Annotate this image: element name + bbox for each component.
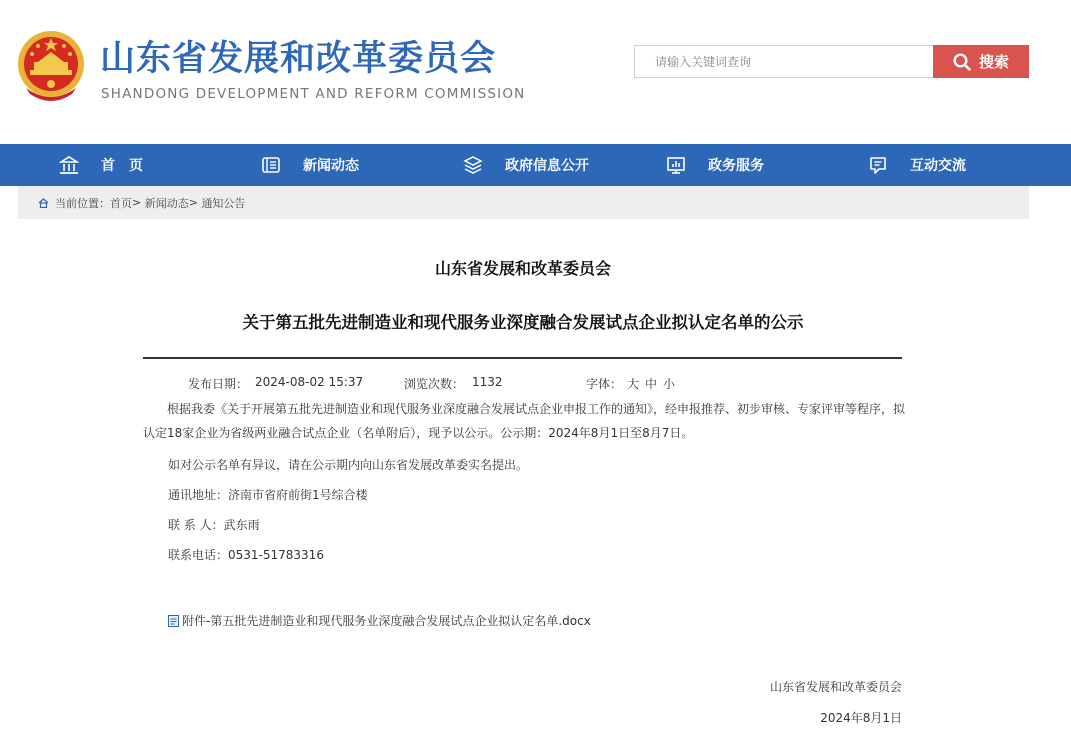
breadcrumb-separator: >: [132, 196, 142, 209]
breadcrumb: [18, 186, 1029, 219]
home-icon: [59, 155, 79, 175]
breadcrumb-notice[interactable]: 通知公告: [201, 196, 246, 210]
search-button[interactable]: [933, 45, 1029, 78]
search-icon: [953, 53, 971, 71]
nav-item-interaction[interactable]: [868, 144, 966, 186]
font-size-label: 字体：: [586, 377, 623, 391]
contact-phone: 联系电话：0531-51783316: [168, 548, 324, 562]
signature-date: 2024年8月1日: [820, 711, 902, 725]
font-size-medium[interactable]: 中: [645, 377, 658, 391]
chat-icon: [868, 155, 888, 175]
article-org-title: 山东省发展和改革委员会: [434, 259, 611, 278]
font-size-small[interactable]: 小: [663, 377, 676, 391]
nav-label-news: 新闻动态: [303, 158, 359, 174]
breadcrumb-separator: >: [188, 196, 198, 209]
site-header: [0, 0, 1071, 144]
attachment-link[interactable]: [168, 612, 591, 629]
views-count: 1132: [472, 375, 503, 389]
site-subtitle: SHANDONG DEVELOPMENT AND REFORM COMMISSION: [101, 86, 526, 102]
contact-person: 联 系 人：武东雨: [168, 518, 260, 532]
font-size-large[interactable]: 大: [627, 377, 640, 391]
signature-org: 山东省发展和改革委员会: [769, 680, 902, 694]
article-paragraph-1: 根据我委《关于开展第五批先进制造业和现代服务业深度融合发展试点企业申报工作的通知》，经申报推荐、初步审核、专家评审等程序，拟认定18家企业为省级两业融合试点企业（名单附后），现予以公示。公示期：2024年8月1日至8月7日。: [143, 402, 906, 440]
nav-item-services[interactable]: [666, 144, 764, 186]
nav-item-news[interactable]: [261, 144, 359, 186]
publish-date: 2024-08-02 15:37: [255, 375, 364, 389]
site-title: 山东省发展和改革委员会: [100, 39, 497, 79]
publish-date-label: 发布日期：: [188, 377, 249, 391]
breadcrumb-news[interactable]: 新闻动态: [144, 196, 189, 210]
attachment-filename: 附件-第五批先进制造业和现代服务业深度融合发展试点企业拟认定名单.docx: [182, 614, 591, 628]
breadcrumb-prefix: 当前位置：: [55, 196, 110, 210]
chart-screen-icon: [666, 155, 686, 175]
document-icon: [168, 615, 179, 627]
nav-item-gov-info[interactable]: [463, 144, 589, 186]
nav-label-interaction: 互动交流: [910, 158, 966, 174]
home-small-icon: [38, 198, 49, 208]
contact-address: 通讯地址：济南市省府前街1号综合楼: [168, 488, 368, 502]
views-label: 浏览次数：: [404, 377, 465, 391]
main-nav: [0, 144, 1071, 186]
national-emblem-icon: [16, 30, 86, 104]
nav-label-home: 首 页: [101, 158, 143, 174]
breadcrumb-home[interactable]: 首页: [110, 196, 132, 210]
search-button-label: 搜索: [978, 53, 1009, 71]
layers-icon: [463, 155, 483, 175]
article-title: 关于第五批先进制造业和现代服务业深度融合发展试点企业拟认定名单的公示: [242, 313, 804, 332]
nav-item-home[interactable]: [59, 144, 143, 186]
nav-label-services: 政务服务: [708, 158, 764, 174]
nav-label-gov-info: 政府信息公开: [505, 158, 589, 174]
search-input[interactable]: [634, 45, 933, 78]
title-divider: [143, 357, 902, 359]
article-paragraph-2: 如对公示名单有异议，请在公示期内向山东省发展改革委实名提出。: [168, 458, 529, 472]
news-icon: [261, 155, 281, 175]
